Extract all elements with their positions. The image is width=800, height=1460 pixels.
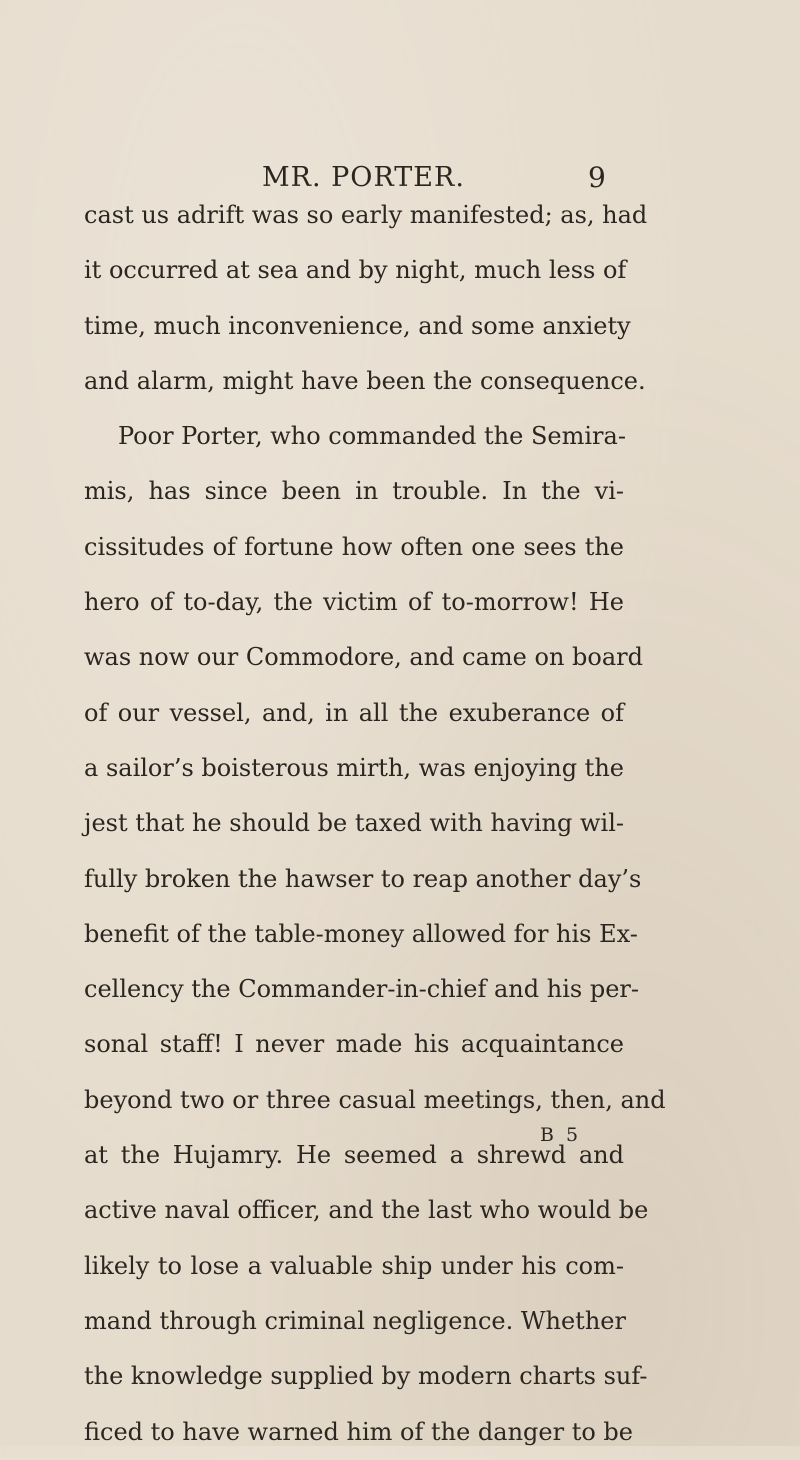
text-line: likely to lose a valuable ship under his com- — [84, 1251, 624, 1280]
text-line: time, much inconvenience, and some anxiety — [84, 311, 631, 340]
text-line: the knowledge supplied by modern charts suf- — [84, 1362, 648, 1391]
text-line: mand through criminal negligence. Whether — [84, 1306, 626, 1335]
signature-mark: B 5 — [540, 1124, 582, 1146]
text-line: of our vessel, and, in all the exuberance of — [84, 698, 624, 727]
text-line: cellency the Commander-in-chief and his per- — [84, 975, 639, 1004]
text-line: and alarm, might have been the consequence. — [84, 366, 646, 395]
running-head-title: MR. PORTER. — [262, 162, 465, 193]
text-line: active naval officer, and the last who would be — [84, 1196, 649, 1225]
paragraph-start-line: Poor Porter, who commanded the Semira- — [118, 422, 626, 451]
text-line: fully broken the hawser to reap another day’s — [84, 864, 642, 893]
text-line: at the Hujamry. He seemed a shrewd and — [84, 1141, 624, 1170]
page-number: 9 — [588, 161, 606, 194]
text-line: it occurred at sea and by night, much less of — [84, 256, 627, 285]
text-line: beyond two or three casual meetings, then, and — [84, 1085, 666, 1114]
text-line: mis, has since been in trouble. In the vi- — [84, 477, 624, 506]
text-line: a sailor’s boisterous mirth, was enjoying the — [84, 753, 624, 782]
text-line: sonal staff! I never made his acquaintance — [84, 1030, 624, 1059]
text-line: cast us adrift was so early manifested; as, had — [84, 201, 648, 229]
text-line: jest that he should be taxed with having wil- — [84, 809, 624, 838]
body-text — [84, 188, 666, 1460]
text-line: hero of to-day, the victim of to-morrow! He — [84, 588, 624, 617]
text-line: cissitudes of fortune how often one sees the — [84, 532, 624, 561]
text-line: was now our Commodore, and came on board — [84, 643, 643, 672]
text-line: ficed to have warned him of the danger to be — [84, 1417, 633, 1446]
text-line: benefit of the table-money allowed for his Ex- — [84, 919, 638, 948]
